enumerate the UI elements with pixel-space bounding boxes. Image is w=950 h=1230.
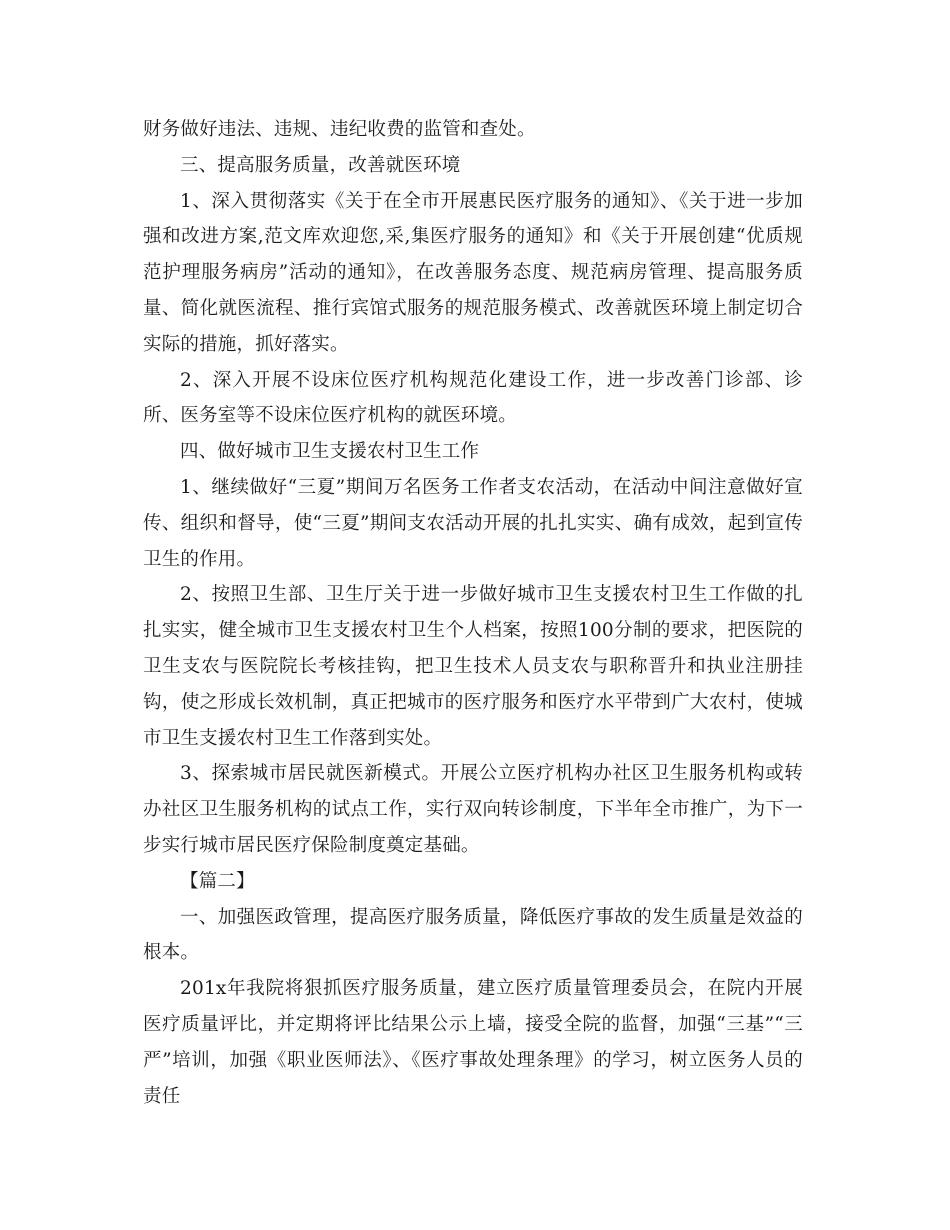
paragraph-item-2: 2、按照卫生部、卫生厅关于进一步做好城市卫生支援农村卫生工作做的扎扎实实，健全城市卫生支援农村卫生个人档案，按照100分制的要求，把医院的卫生支农与医院院长考核挂钩，把卫生技术人员支农与职称晋升和执业注册挂钩，使之形成长效机制，真正把城市的医疗服务和医疗水平带到广大农村，使城市卫生支援农村卫生工作落到实处。 <box>143 584 803 749</box>
section-heading-improve-service: 三、提高服务质量，改善就医环境 <box>180 154 461 176</box>
paragraph-item-3: 3、探索城市居民就医新模式。开展公立医疗机构办社区卫生服务机构或转办社区卫生服务机构的试点工作，实行双向转诊制度，下半年全市推广，为下一步实行城市居民医疗保险制度奠定基础。 <box>143 763 803 856</box>
document-page <box>143 112 803 1114</box>
section-heading-medical-administration: 一、加强医政管理，提高医疗服务质量，降低医疗事故的发生质量是效益的根本。 <box>143 906 803 964</box>
paragraph-item-1: 1、继续做好“三夏”期间万名医务工作者支农活动，在活动中间注意做好宣传、组织和督导，使“三夏”期间支农活动开展的扎扎实实、确有成效，起到宣传卫生的作用。 <box>143 476 803 570</box>
paragraph-item-2: 2、深入开展不设床位医疗机构规范化建设工作，进一步改善门诊部、诊所、医务室等不设床位医疗机构的就医环境。 <box>143 369 803 427</box>
paragraph-item-1: 1、深入贯彻落实《关于在全市开展惠民医疗服务的通知》、《关于进一步加强和改进方案,范文库欢迎您,采,集医疗服务的通知》和《关于开展创建“优质规范护理服务病房”活动的通知》，在改善服务态度、规范病房管理、提高服务质量、简化就医流程、推行宾馆式服务的规范服务模式、改善就医环境上制定切合实际的措施，抓好落实。 <box>143 190 803 355</box>
paragraph-body: 201x年我院将狠抓医疗服务质量，建立医疗质量管理委员会，在院内开展医疗质量评比，并定期将评比结果公示上墙，接受全院的监督，加强“三基”“三严”培训，加强《职业医师法》、《医疗事故处理条理》的学习，树立医务人员的责任 <box>143 978 803 1107</box>
section-heading-urban-rural-support: 四、做好城市卫生支援农村卫生工作 <box>180 441 480 463</box>
part-heading-two: 【篇二】 <box>180 870 255 892</box>
paragraph-continuation: 财务做好违法、违规、违纪收费的监管和查处。 <box>143 119 536 140</box>
